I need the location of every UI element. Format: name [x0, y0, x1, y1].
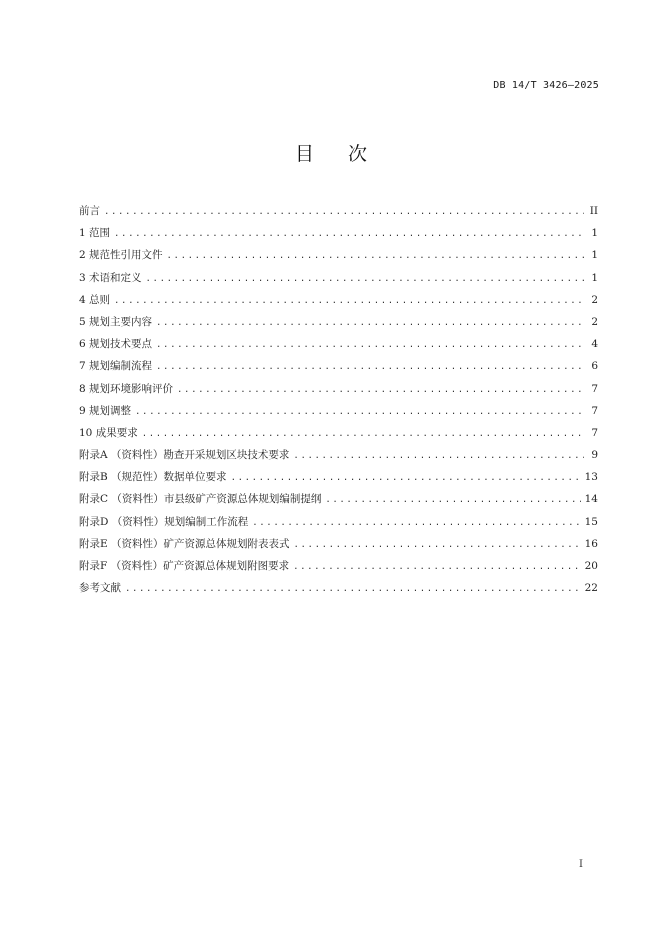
toc-dot-leader: [156, 312, 584, 334]
toc-entry-foreword[interactable]: [79, 200, 598, 222]
toc-entry-page: 1: [591, 271, 598, 284]
toc-dot-leader: [294, 534, 581, 556]
toc-entry-page: 1: [591, 227, 598, 240]
toc-entry-compilation-process[interactable]: [79, 355, 598, 377]
toc-dot-leader: [146, 268, 584, 290]
toc-entry-general-principles[interactable]: [79, 289, 598, 311]
toc-entry-label: 附录D （资料性）规划编制工作流程: [79, 515, 249, 528]
toc-entry-scope[interactable]: [79, 222, 598, 244]
toc-entry-label: 9 规划调整: [79, 404, 132, 417]
toc-entry-appendix-e[interactable]: [79, 533, 598, 555]
toc-entry-page: 7: [591, 404, 598, 417]
toc-entry-page: 14: [584, 493, 598, 506]
toc-entry-label: 附录A （资料性）勘查开采规划区块技术要求: [79, 449, 290, 462]
toc-dot-leader: [325, 489, 580, 511]
toc-entry-bibliography[interactable]: [79, 577, 598, 599]
toc-entry-page: 20: [584, 560, 598, 572]
toc-dot-leader: [114, 290, 584, 312]
toc-entry-appendix-d[interactable]: [79, 511, 598, 533]
toc-entry-appendix-b[interactable]: [79, 466, 598, 488]
toc-entry-main-content[interactable]: [79, 311, 598, 333]
toc-entry-page: 13: [584, 471, 598, 484]
toc-entry-appendix-c[interactable]: [79, 488, 598, 510]
toc-entry-label: 10 成果要求: [79, 426, 138, 439]
toc-dot-leader: [156, 356, 584, 378]
toc-entry-plan-adjustment[interactable]: [79, 400, 598, 422]
toc-entry-label: 参考文献: [79, 582, 121, 595]
toc-entry-label: 8 规划环境影响评价: [79, 382, 174, 395]
toc-dot-leader: [293, 556, 581, 578]
toc-dot-leader: [177, 379, 584, 401]
page-title: 目次: [294, 143, 401, 165]
toc-dot-leader: [252, 512, 580, 534]
toc-entry-page: 4: [591, 338, 598, 351]
toc-entry-appendix-f[interactable]: [79, 555, 598, 577]
toc-entry-page: 16: [584, 537, 598, 550]
toc-dot-leader: [114, 223, 584, 245]
toc-dot-leader: [125, 578, 581, 600]
toc-entry-page: 15: [584, 515, 598, 528]
toc-entry-page: 22: [584, 582, 598, 595]
toc-entry-page: 1: [591, 249, 598, 262]
toc-dot-leader: [293, 445, 584, 467]
toc-dot-leader: [135, 401, 584, 423]
page-number: I: [579, 859, 583, 870]
toc-entry-technical-points[interactable]: [79, 333, 598, 355]
toc-entry-page: II: [589, 205, 598, 217]
toc-entry-label: 3 术语和定义: [79, 271, 142, 284]
toc-dot-leader: [231, 467, 581, 489]
toc-entry-label: 6 规划技术要点: [79, 338, 153, 351]
toc-entry-deliverables[interactable]: [79, 422, 598, 444]
table-of-contents: [79, 200, 598, 599]
toc-entry-label: 5 规划主要内容: [79, 315, 153, 328]
toc-entry-label: 前言: [79, 205, 100, 217]
toc-entry-page: 2: [591, 293, 598, 306]
toc-entry-label: 2 规范性引用文件: [79, 249, 163, 262]
toc-entry-page: 7: [591, 382, 598, 395]
toc-entry-label: 7 规划编制流程: [79, 360, 153, 373]
toc-entry-normative-references[interactable]: [79, 244, 598, 266]
document-code: DB 14/T 3426—2025: [493, 80, 599, 91]
toc-entry-label: 附录B （规范性）数据单位要求: [79, 471, 227, 484]
toc-dot-leader: [156, 334, 584, 356]
toc-entry-page: 7: [591, 426, 598, 439]
toc-entry-label: 4 总则: [79, 293, 111, 306]
toc-entry-page: 2: [591, 315, 598, 328]
toc-entry-label: 附录C （资料性）市县级矿产资源总体规划编制提纲: [79, 493, 322, 506]
toc-entry-appendix-a[interactable]: [79, 444, 598, 466]
toc-dot-leader: [104, 201, 584, 223]
toc-entry-label: 附录E （资料性）矿产资源总体规划附表表式: [79, 537, 290, 550]
toc-entry-environmental-assessment[interactable]: [79, 378, 598, 400]
toc-dot-leader: [142, 423, 584, 445]
toc-entry-page: 9: [591, 449, 598, 462]
toc-entry-page: 6: [591, 360, 598, 373]
toc-entry-label: 1 范围: [79, 227, 111, 240]
toc-entry-terms-definitions[interactable]: [79, 267, 598, 289]
toc-entry-label: 附录F （资料性）矿产资源总体规划附图要求: [79, 560, 290, 572]
toc-dot-leader: [167, 245, 584, 267]
